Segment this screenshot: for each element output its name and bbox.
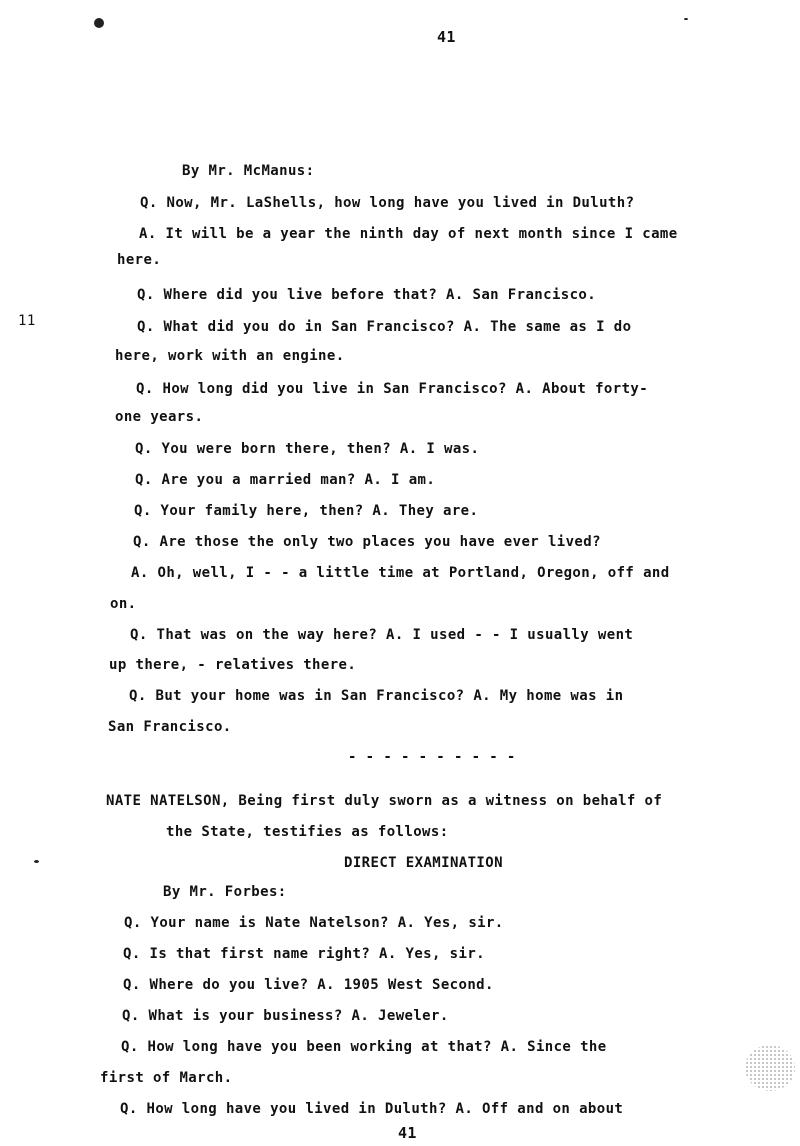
continuation-line: first of March. [100,1070,233,1086]
section-divider: - - - - - - - - - - [348,749,516,765]
qa-line: Q. Is that first name right? A. Yes, sir. [123,946,485,962]
answer-line: A. It will be a year the ninth day of next month since I came [139,226,678,242]
qa-line: Q. Where do you live? A. 1905 West Second. [123,977,494,993]
qa-line: Q. How long did you live in San Francisco? A. About forty- [136,381,649,397]
scan-noise [745,1045,795,1091]
ink-speck [684,18,688,20]
qa-line: Q. Are you a married man? A. I am. [135,472,436,488]
section-heading: DIRECT EXAMINATION [344,855,503,871]
qa-line: Q. How long have you lived in Duluth? A. Off and on about [120,1101,624,1117]
margin-line-number: 11 [18,313,36,329]
continuation-line: San Francisco. [108,719,232,735]
examiner-line: By Mr. Forbes: [163,884,287,900]
examiner-line: By Mr. McManus: [182,163,315,179]
continuation-line: on. [110,596,137,612]
ink-speck [34,860,39,863]
continuation-line: here, work with an engine. [115,348,345,364]
qa-line: Q. How long have you been working at that? A. Since the [121,1039,607,1055]
question-line: Q. Now, Mr. LaShells, how long have you lived in Duluth? [140,195,635,211]
qa-line: Q. You were born there, then? A. I was. [135,441,480,457]
qa-line: Q. Your family here, then? A. They are. [134,503,479,519]
continuation-line: up there, - relatives there. [109,657,357,673]
ink-speck [94,18,104,28]
qa-line: Q. Your name is Nate Natelson? A. Yes, sir. [124,915,504,931]
qa-line: Q. What did you do in San Francisco? A. The same as I do [137,319,632,335]
page-number-header: 41 [437,28,456,46]
qa-line: Q. Where did you live before that? A. San Francisco. [137,287,597,303]
continuation-line: one years. [115,409,204,425]
continuation-line: here. [117,252,162,268]
qa-line: Q. But your home was in San Francisco? A. My home was in [129,688,624,704]
witness-intro-line: NATE NATELSON, Being first duly sworn as a witness on behalf of [106,793,663,809]
witness-intro-continuation: the State, testifies as follows: [166,824,449,840]
qa-line: Q. What is your business? A. Jeweler. [122,1008,449,1024]
qa-line: Q. That was on the way here? A. I used - - I usually went [130,627,634,643]
answer-line: A. Oh, well, I - - a little time at Portland, Oregon, off and [131,565,670,581]
page-number-footer: 41 [398,1124,417,1142]
question-line: Q. Are those the only two places you have ever lived? [133,534,601,550]
